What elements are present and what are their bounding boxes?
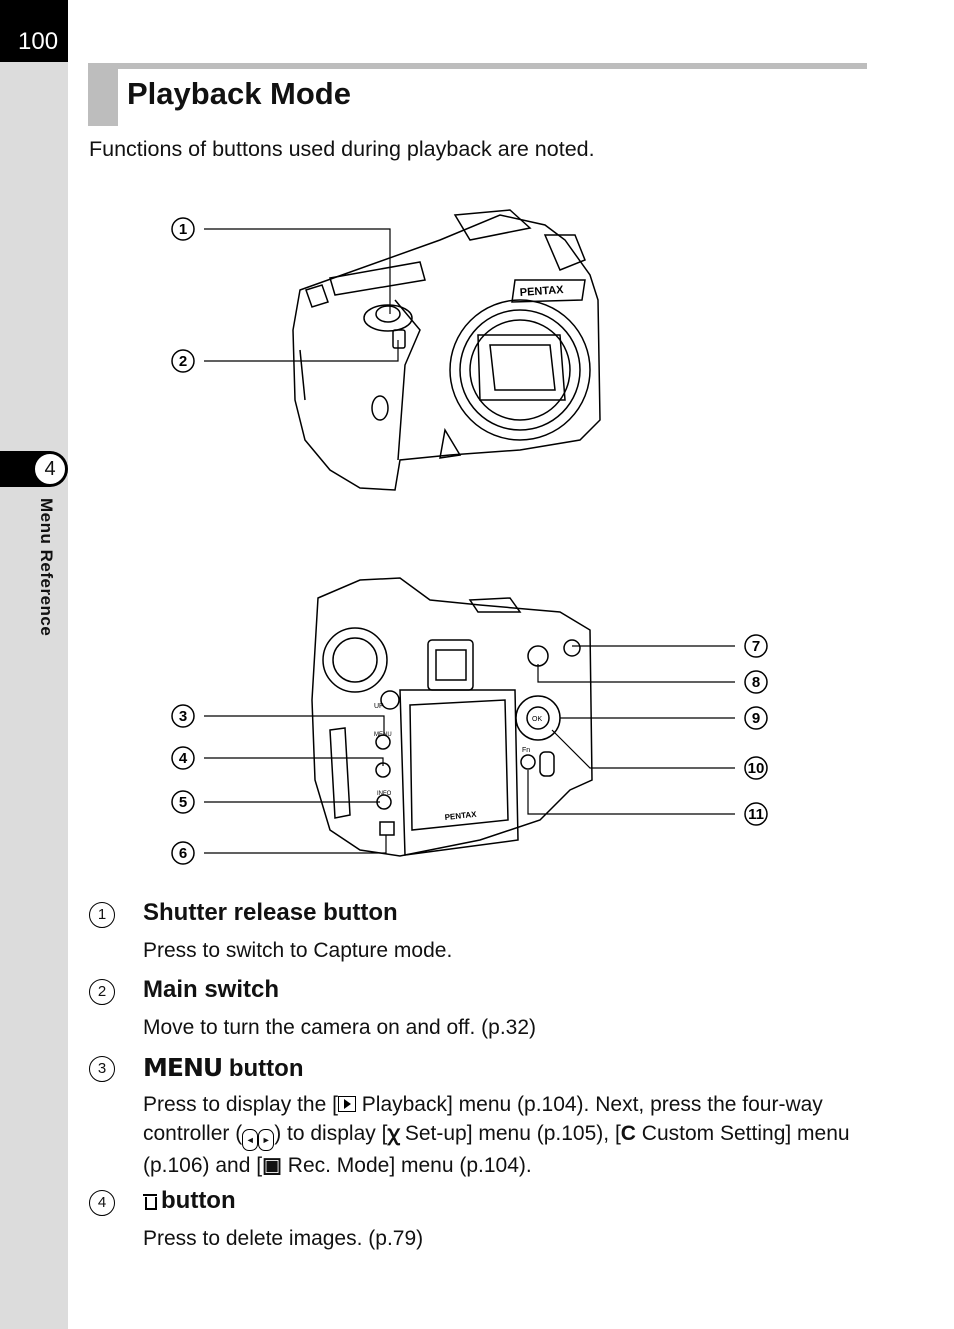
item-title-text: button	[161, 1187, 236, 1214]
item-title	[143, 1053, 303, 1083]
callout-9	[745, 707, 767, 729]
trash-icon	[143, 1192, 157, 1210]
callout-11	[745, 803, 767, 825]
svg-text:3: 3	[178, 708, 188, 725]
rear-ok-label: OK	[532, 716, 543, 723]
callout-circles	[172, 218, 767, 864]
rear-menu-label: MENU	[374, 732, 392, 738]
back-brand-text: PENTAX	[444, 809, 477, 822]
item-number: 3	[89, 1056, 115, 1082]
camera-icon: ▣	[262, 1154, 282, 1177]
svg-text:6: 6	[178, 845, 188, 862]
item-title-text: button	[228, 1055, 304, 1082]
callout-2	[172, 350, 194, 372]
callout-4	[172, 747, 194, 769]
item-description: Press to display the [ Playback] menu (p.104). Next, press the four-way controller ( ◄ ► ) to display [ꭓ Set-up] menu (p.105), [C Custom Setting] menu (p.106) and [▣ Rec. Mode] menu (p.104).	[143, 1093, 850, 1177]
callout-6	[172, 842, 194, 864]
item-number: 2	[89, 979, 115, 1005]
item-description: Press to switch to Capture mode.	[143, 939, 453, 962]
menu-word: MENU	[143, 1053, 223, 1082]
right-arrow-icon: ►	[258, 1129, 274, 1151]
item-number: 4	[89, 1190, 115, 1216]
item-description: Press to delete images. (p.79)	[143, 1227, 424, 1250]
svg-text:8: 8	[751, 674, 761, 691]
callout-5	[172, 791, 194, 813]
page-number: 100	[18, 28, 59, 55]
setup-icon: ꭓ	[387, 1122, 399, 1145]
chapter-number: 4	[33, 452, 67, 486]
svg-text:10: 10	[747, 760, 765, 777]
left-arrow-icon: ◄	[242, 1129, 258, 1151]
svg-text:2: 2	[178, 353, 188, 370]
item-number: 1	[89, 902, 115, 928]
callout-8	[745, 671, 767, 693]
chapter-label: Menu Reference	[37, 498, 56, 637]
callout-1	[172, 218, 194, 240]
item-title: Shutter release button	[143, 899, 398, 926]
svg-text:11: 11	[748, 806, 764, 823]
svg-text:7: 7	[751, 638, 761, 655]
intro-text: Functions of buttons used during playback are noted.	[89, 137, 595, 161]
item-title: Main switch	[143, 976, 280, 1003]
custom-icon: C	[620, 1122, 636, 1145]
callout-7	[745, 635, 767, 657]
svg-text:5: 5	[178, 794, 188, 811]
svg-text:4: 4	[178, 750, 188, 767]
front-brand-text: PENTAX	[519, 283, 564, 299]
svg-text:1: 1	[178, 221, 188, 238]
rear-fn-label: Fn	[522, 747, 531, 754]
item-description: Move to turn the camera on and off. (p.32)	[143, 1016, 537, 1039]
front-camera	[293, 210, 600, 490]
svg-text:9: 9	[751, 710, 761, 727]
callout-10	[745, 757, 767, 779]
playback-icon	[338, 1096, 356, 1112]
item-title	[143, 1187, 236, 1215]
page-title: Playback Mode	[127, 76, 351, 111]
rear-up-label: UP	[374, 703, 384, 710]
callout-3	[172, 705, 194, 727]
rear-info-label: INFO	[377, 791, 392, 797]
